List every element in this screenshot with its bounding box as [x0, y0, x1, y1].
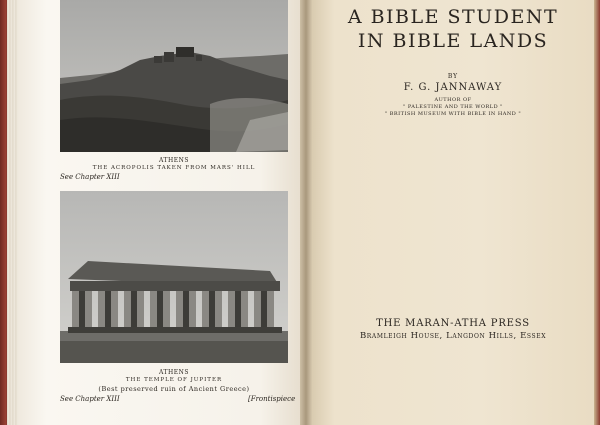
by-label: BY [447, 73, 459, 80]
frontispiece-label: [Frontispiece [248, 395, 296, 403]
publisher-name: THE MARAN-ATHA PRESS [376, 318, 530, 329]
caption2-reference: See Chapter XIII [60, 395, 120, 403]
right-page [312, 0, 594, 425]
temple-photo [60, 191, 288, 363]
publisher-address: Bramleigh House, Langdon Hills, Essex [359, 331, 547, 341]
author-work-2: " BRITISH MUSEUM WITH BIBLE IN HAND " [384, 111, 522, 117]
caption1-title: THE ACROPOLIS TAKEN FROM MARS' HILL [92, 165, 256, 171]
caption2-title: THE TEMPLE OF JUPITER [125, 377, 223, 383]
author-name: F. G. JANNAWAY [403, 82, 503, 93]
caption1-place: ATHENS [159, 157, 189, 164]
author-of-label: AUTHOR OF [434, 97, 472, 103]
caption2-place: ATHENS [159, 369, 189, 376]
book-title-line2: IN BIBLE LANDS [357, 30, 549, 52]
acropolis-image [60, 0, 288, 152]
book-title-line1: A BIBLE STUDENT [347, 6, 559, 28]
author-work-1: " PALESTINE AND THE WORLD " [403, 104, 503, 110]
caption2-note: (Best preserved ruin of Ancient Greece) [98, 385, 250, 393]
acropolis-photo [60, 0, 288, 152]
cover-edge-left [0, 0, 6, 425]
caption1-reference: See Chapter XIII [60, 173, 120, 181]
book-gutter [300, 0, 312, 425]
temple-image [60, 191, 288, 363]
cover-edge-right [594, 0, 600, 425]
